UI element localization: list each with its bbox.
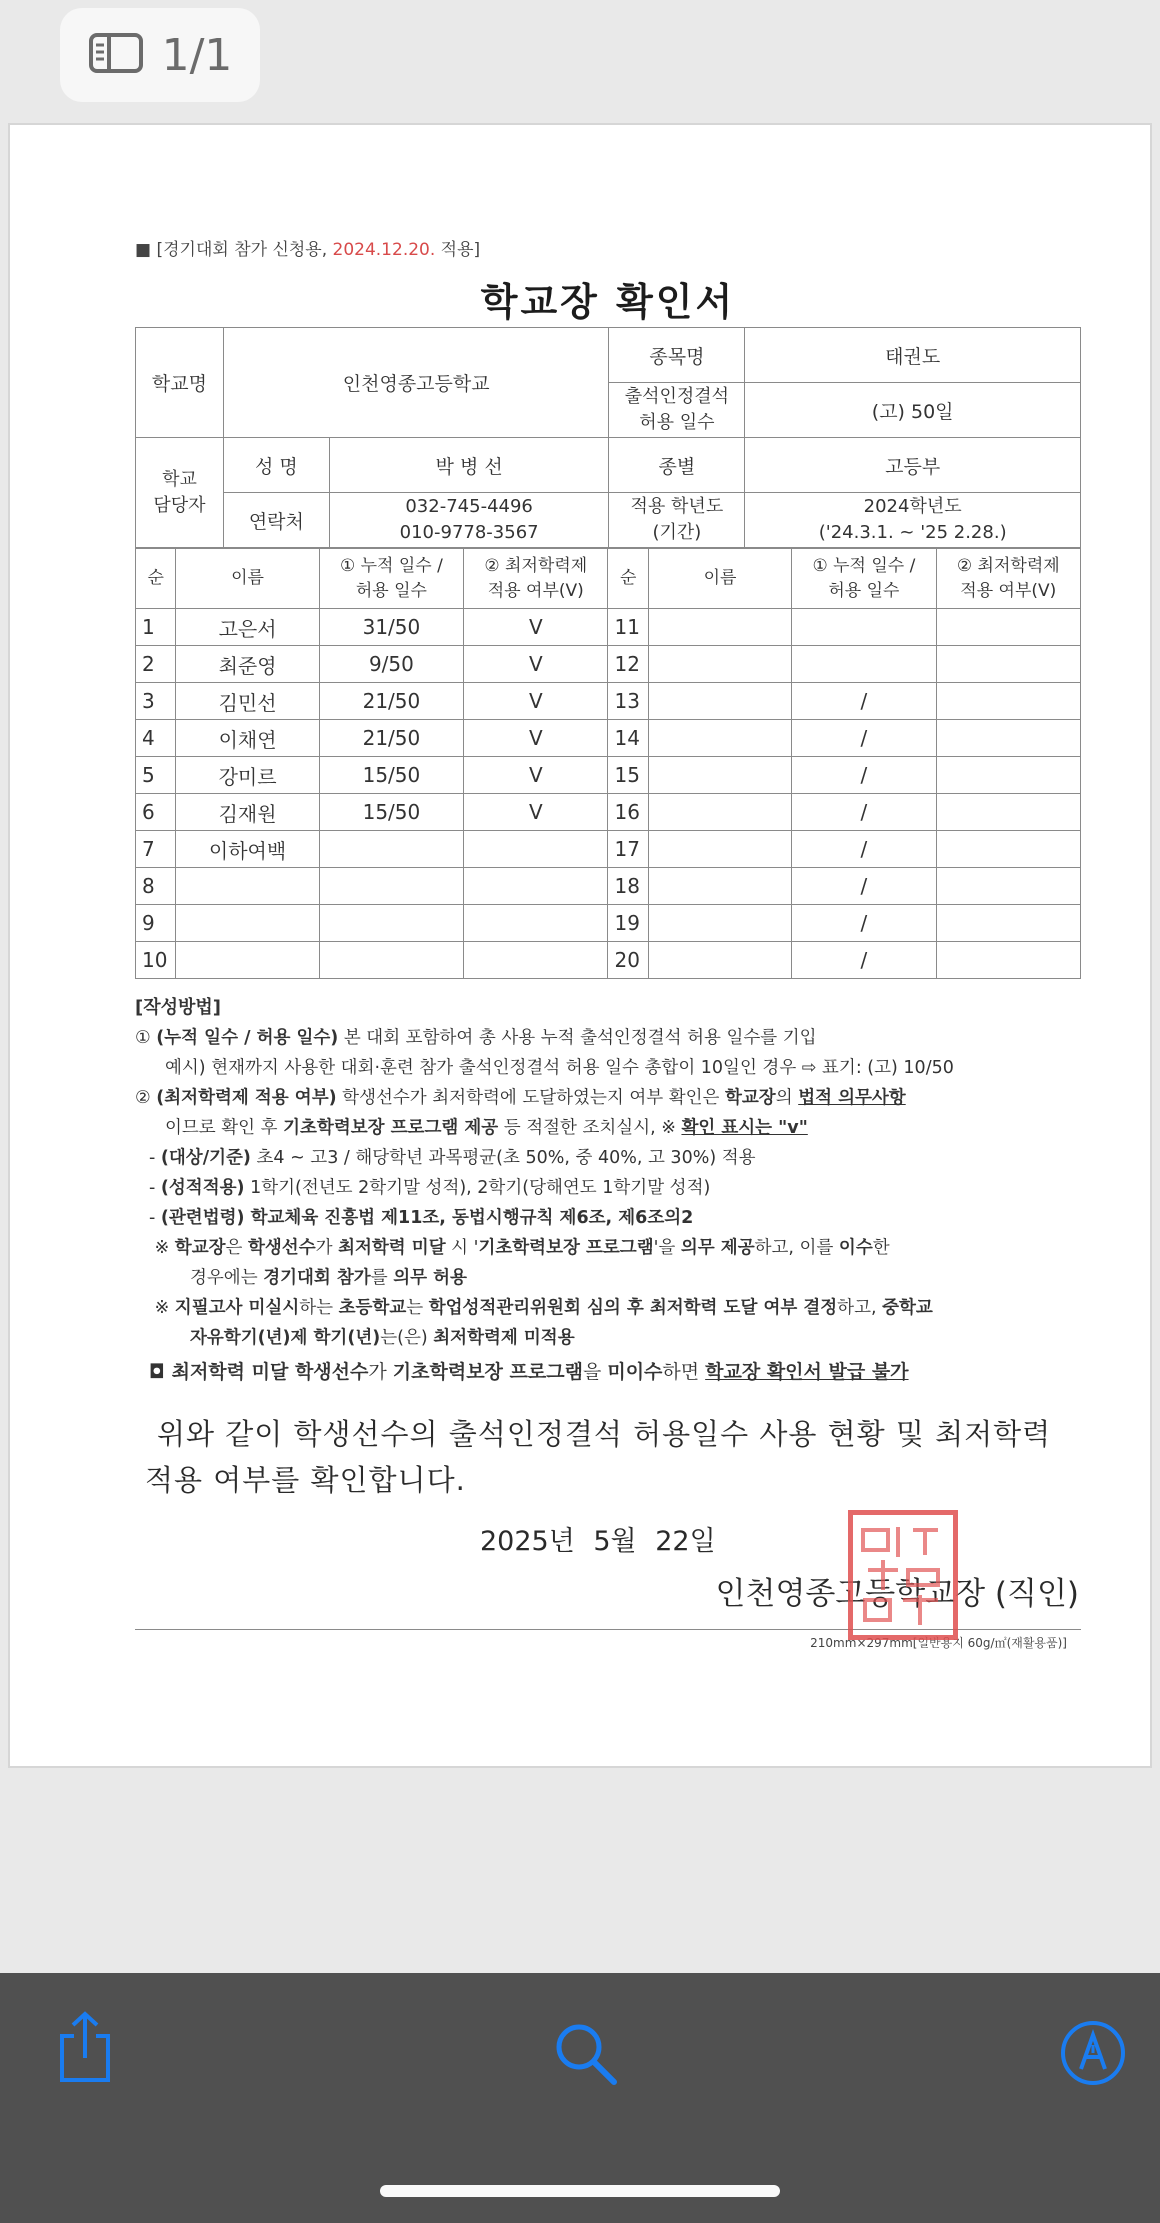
student-name xyxy=(648,720,791,757)
min-score-check xyxy=(464,868,608,905)
note-2: ※ 지필고사 미실시하는 초등학교는 학업성적관리위원회 심의 후 최저학력 도달 여부 결정하고, 중학교 xyxy=(149,1298,933,1318)
page-indicator[interactable] xyxy=(60,8,260,102)
markup-button[interactable] xyxy=(1056,2018,1130,2092)
student-name xyxy=(648,646,791,683)
row-number: 10 xyxy=(136,942,176,979)
roster-header xyxy=(136,549,1081,609)
header-no: 순 xyxy=(608,549,648,609)
attendance-days: 31/50 xyxy=(319,609,463,646)
row-number: 17 xyxy=(608,831,648,868)
student-name: 강미르 xyxy=(176,757,319,794)
row-number: 14 xyxy=(608,720,648,757)
usage-note xyxy=(135,235,1081,265)
min-score-check xyxy=(936,868,1080,905)
min-score-check xyxy=(936,757,1080,794)
attendance-days: / xyxy=(792,831,936,868)
table-row xyxy=(136,868,1081,905)
row-number: 16 xyxy=(608,794,648,831)
bullet-law: - (관련법령) 학교체육 진흥법 제11조, 동법시행규칙 제6조, 제6조의2 xyxy=(149,1208,694,1228)
table-row xyxy=(136,831,1081,868)
row-number: 9 xyxy=(136,905,176,942)
student-name xyxy=(176,868,319,905)
attendance-days xyxy=(319,831,463,868)
table-row xyxy=(136,683,1081,720)
school-name: 인천영종고등학교 xyxy=(223,328,609,438)
min-score-check: V xyxy=(464,646,608,683)
manager-label: 학교 담당자 xyxy=(136,438,224,548)
table-row xyxy=(136,757,1081,794)
student-name xyxy=(176,942,319,979)
student-name: 이채연 xyxy=(176,720,319,757)
year-label: 적용 학년도 (기간) xyxy=(609,493,745,548)
min-score-check xyxy=(936,609,1080,646)
row-number: 1 xyxy=(136,609,176,646)
table-row xyxy=(136,609,1081,646)
instruction-2: ② (최저학력제 적용 여부) 학생선수가 최저학력에 도달하였는지 여부 확인은 학교장의 법적 의무사항 xyxy=(135,1088,906,1108)
row-number: 6 xyxy=(136,794,176,831)
share-icon xyxy=(54,2010,116,2090)
min-score-check xyxy=(936,831,1080,868)
division-label: 종별 xyxy=(609,438,745,493)
student-name xyxy=(648,831,791,868)
row-number: 2 xyxy=(136,646,176,683)
header-no: 순 xyxy=(136,549,176,609)
student-name xyxy=(648,757,791,794)
attendance-days xyxy=(319,942,463,979)
table-row xyxy=(136,720,1081,757)
row-number: 3 xyxy=(136,683,176,720)
min-score-check xyxy=(936,942,1080,979)
document-page xyxy=(8,123,1152,1768)
min-score-check: V xyxy=(464,794,608,831)
row-number: 13 xyxy=(608,683,648,720)
markup-icon xyxy=(1059,2019,1127,2091)
attendance-days: 15/50 xyxy=(319,757,463,794)
school-label: 학교명 xyxy=(136,328,224,438)
home-indicator xyxy=(380,2185,780,2197)
attendance-days: / xyxy=(792,794,936,831)
min-score-check xyxy=(936,646,1080,683)
allowance-label: 출석인정결석 허용 일수 xyxy=(609,383,745,438)
search-icon xyxy=(552,2020,618,2090)
issue-date: 2025년 5월 22일 xyxy=(480,1526,716,1557)
attendance-days: 21/50 xyxy=(319,683,463,720)
student-name: 고은서 xyxy=(176,609,319,646)
min-score-check xyxy=(464,905,608,942)
attendance-days xyxy=(792,609,936,646)
table-row xyxy=(136,794,1081,831)
division-value: 고등부 xyxy=(745,438,1081,493)
instructions-heading: [작성방법] xyxy=(135,997,222,1018)
student-name: 이하여백 xyxy=(176,831,319,868)
info-table xyxy=(135,327,1081,548)
instruction-1-example: 예시) 현재까지 사용한 대회·훈련 참가 출석인정결석 허용 일수 총합이 10일인 경우 ⇨ 표기: (고) 10/50 xyxy=(165,1058,954,1078)
row-number: 11 xyxy=(608,609,648,646)
sidebar-icon xyxy=(88,32,144,78)
sport-label: 종목명 xyxy=(609,328,745,383)
attendance-days: / xyxy=(792,942,936,979)
attendance-days: 9/50 xyxy=(319,646,463,683)
allowance-value: (고) 50일 xyxy=(745,383,1081,438)
student-name: 김재원 xyxy=(176,794,319,831)
min-score-check: V xyxy=(464,609,608,646)
name-value: 박 병 선 xyxy=(329,438,609,493)
checkbox-icon: ◘ xyxy=(149,1361,165,1383)
table-row xyxy=(136,942,1081,979)
student-name xyxy=(648,683,791,720)
note-2-cont: 자유학기(년)제 학기(년)는(은) 최저학력제 미적용 xyxy=(190,1328,575,1348)
row-number: 18 xyxy=(608,868,648,905)
attendance-days xyxy=(319,905,463,942)
row-number: 15 xyxy=(608,757,648,794)
min-score-check xyxy=(464,942,608,979)
note-prefix: ■ [경기대회 참가 신청용, xyxy=(135,240,333,260)
min-score-check xyxy=(936,720,1080,757)
row-number: 19 xyxy=(608,905,648,942)
attendance-days: / xyxy=(792,720,936,757)
attendance-days: 15/50 xyxy=(319,794,463,831)
header-days: ① 누적 일수 / 허용 일수 xyxy=(792,549,936,609)
min-score-check xyxy=(936,683,1080,720)
min-score-check xyxy=(936,905,1080,942)
header-min-score: ② 최저학력제 적용 여부(V) xyxy=(936,549,1080,609)
confirmation-text: 위와 같이 학생선수의 출석인정결석 허용일수 사용 현황 및 최저학력 적용 여부를 확인합니다. xyxy=(145,1417,1052,1497)
share-button[interactable] xyxy=(50,2010,120,2090)
note-suffix: 적용] xyxy=(435,240,481,260)
row-number: 20 xyxy=(608,942,648,979)
instruction-1: ① (누적 일수 / 허용 일수) 본 대회 포함하여 총 사용 누적 출석인정결석 허용 일수를 기입 xyxy=(135,1028,817,1048)
header-name: 이름 xyxy=(648,549,791,609)
header-days: ① 누적 일수 / 허용 일수 xyxy=(319,549,463,609)
roster-table xyxy=(135,548,1081,979)
row-number: 12 xyxy=(608,646,648,683)
year-value: 2024학년도 ('24.3.1. ~ '25 2.28.) xyxy=(745,493,1081,548)
min-score-check xyxy=(936,794,1080,831)
attendance-days xyxy=(792,646,936,683)
student-name xyxy=(176,905,319,942)
attendance-days xyxy=(319,868,463,905)
warning-line: ◘ 최저학력 미달 학생선수가 기초학력보장 프로그램을 미이수하면 학교장 확인서 발급 불가 xyxy=(149,1361,909,1383)
page-count: 1/1 xyxy=(161,29,233,81)
student-name xyxy=(648,868,791,905)
attendance-days: / xyxy=(792,868,936,905)
official-seal-stamp xyxy=(848,1510,958,1640)
header-min-score: ② 최저학력제 적용 여부(V) xyxy=(464,549,608,609)
document-title: 학교장 확인서 xyxy=(480,280,736,324)
name-label: 성 명 xyxy=(223,438,329,493)
bullet-grades: - (성적적용) 1학기(전년도 2학기말 성적), 2학기(당해연도 1학기말 성적) xyxy=(149,1178,711,1198)
student-name xyxy=(648,905,791,942)
table-row xyxy=(136,646,1081,683)
contact-label: 연락처 xyxy=(223,493,329,548)
attendance-days: / xyxy=(792,757,936,794)
document-content xyxy=(135,235,1081,1651)
attendance-days: 21/50 xyxy=(319,720,463,757)
principal-signature: 인천영종고등학교장 (직인) xyxy=(715,1576,1079,1612)
row-number: 4 xyxy=(136,720,176,757)
row-number: 7 xyxy=(136,831,176,868)
student-name xyxy=(648,609,791,646)
min-score-check xyxy=(464,831,608,868)
row-number: 5 xyxy=(136,757,176,794)
instruction-2-cont: 이므로 확인 후 기초학력보장 프로그램 제공 등 적절한 조치실시, ※ 확인 표시는 "v" xyxy=(165,1118,808,1138)
table-row xyxy=(136,905,1081,942)
header-name: 이름 xyxy=(176,549,319,609)
attendance-days: / xyxy=(792,683,936,720)
contact-value: 032-745-4496 010-9778-3567 xyxy=(329,493,609,548)
min-score-check: V xyxy=(464,683,608,720)
student-name: 김민선 xyxy=(176,683,319,720)
paper-spec: 210mm×297mm[일반용지 60g/㎡(재활용품)] xyxy=(810,1636,1067,1650)
attendance-days: / xyxy=(792,905,936,942)
min-score-check: V xyxy=(464,757,608,794)
instructions xyxy=(135,993,1081,1387)
student-name xyxy=(648,794,791,831)
min-score-check: V xyxy=(464,720,608,757)
note-1-cont: 경우에는 경기대회 참가를 의무 허용 xyxy=(190,1268,467,1288)
note-1: ※ 학교장은 학생선수가 최저학력 미달 시 '기초학력보장 프로그램'을 의무 제공하고, 이를 이수한 xyxy=(149,1238,890,1258)
sport-value: 태권도 xyxy=(745,328,1081,383)
student-name: 최준영 xyxy=(176,646,319,683)
student-name xyxy=(648,942,791,979)
search-button[interactable] xyxy=(548,2018,622,2092)
bullet-target: - (대상/기준) 초4 ~ 고3 / 해당학년 과목평균(초 50%, 중 40%, 고 30%) 적용 xyxy=(149,1148,756,1168)
row-number: 8 xyxy=(136,868,176,905)
note-date: 2024.12.20. xyxy=(332,240,436,260)
